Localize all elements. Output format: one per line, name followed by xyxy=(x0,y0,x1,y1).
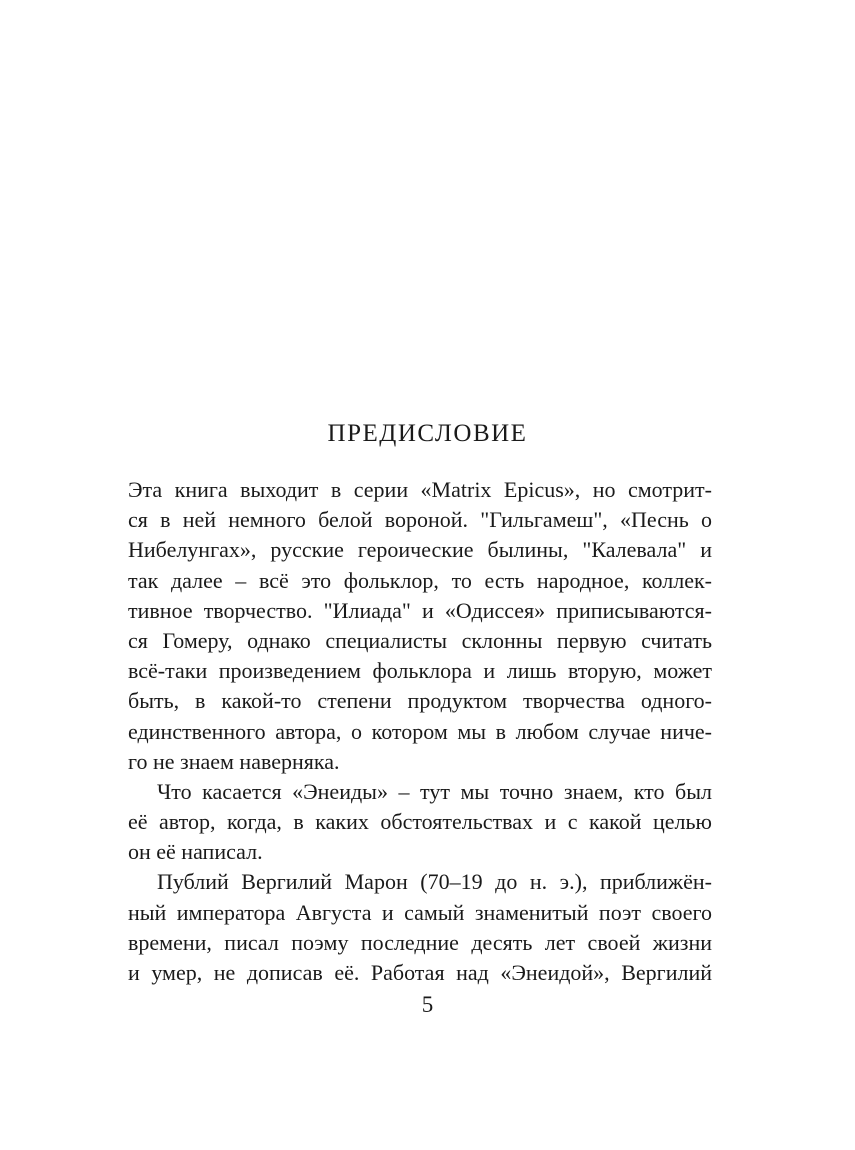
text-line: тивное творчество. "Илиада" и «Одиссея» приписываются- xyxy=(128,597,712,623)
text-line: ся в ней немного белой вороной. "Гильгамеш", «Песнь о xyxy=(128,507,712,533)
text-line: времени, писал поэму последние десять лет своей жизни xyxy=(128,929,712,955)
text-line: го не знаем наверняка. xyxy=(128,748,340,774)
text-line: Эта книга выходит в серии «Matrix Epicus», но смотрит- xyxy=(128,477,712,502)
text-line: всё-таки произведением фольклора и лишь вторую, может xyxy=(128,658,712,684)
chapter-heading: ПРЕДИСЛОВИЕ xyxy=(327,420,528,447)
page-number: 5 xyxy=(421,992,434,1017)
text-line: он её написал. xyxy=(128,839,263,865)
text-line: Нибелунгах», русские героические былины, "Калевала" и xyxy=(128,537,712,563)
text-line: единственного автора, о котором мы в любом случае ниче- xyxy=(128,718,712,744)
text-line: быть, в какой-то степени продуктом творчества одного- xyxy=(128,688,712,714)
text-line: ся Гомеру, однако специалисты склонны первую считать xyxy=(128,627,712,653)
text-line: Что касается «Энеиды» – тут мы точно знаем, кто был xyxy=(157,778,712,804)
text-line: ный императора Августа и самый знаменитый поэт своего xyxy=(128,899,712,925)
body-text xyxy=(128,475,712,988)
text-line: её автор, когда, в каких обстоятельствах и с какой целью xyxy=(128,809,712,835)
text-line: и умер, не дописав её. Работая над «Энеидой», Вергилий xyxy=(128,960,712,985)
text-line: Публий Вергилий Марон (70–19 до н. э.), приближён- xyxy=(157,869,712,895)
text-line: так далее – всё это фольклор, то есть народное, коллек- xyxy=(128,567,712,593)
